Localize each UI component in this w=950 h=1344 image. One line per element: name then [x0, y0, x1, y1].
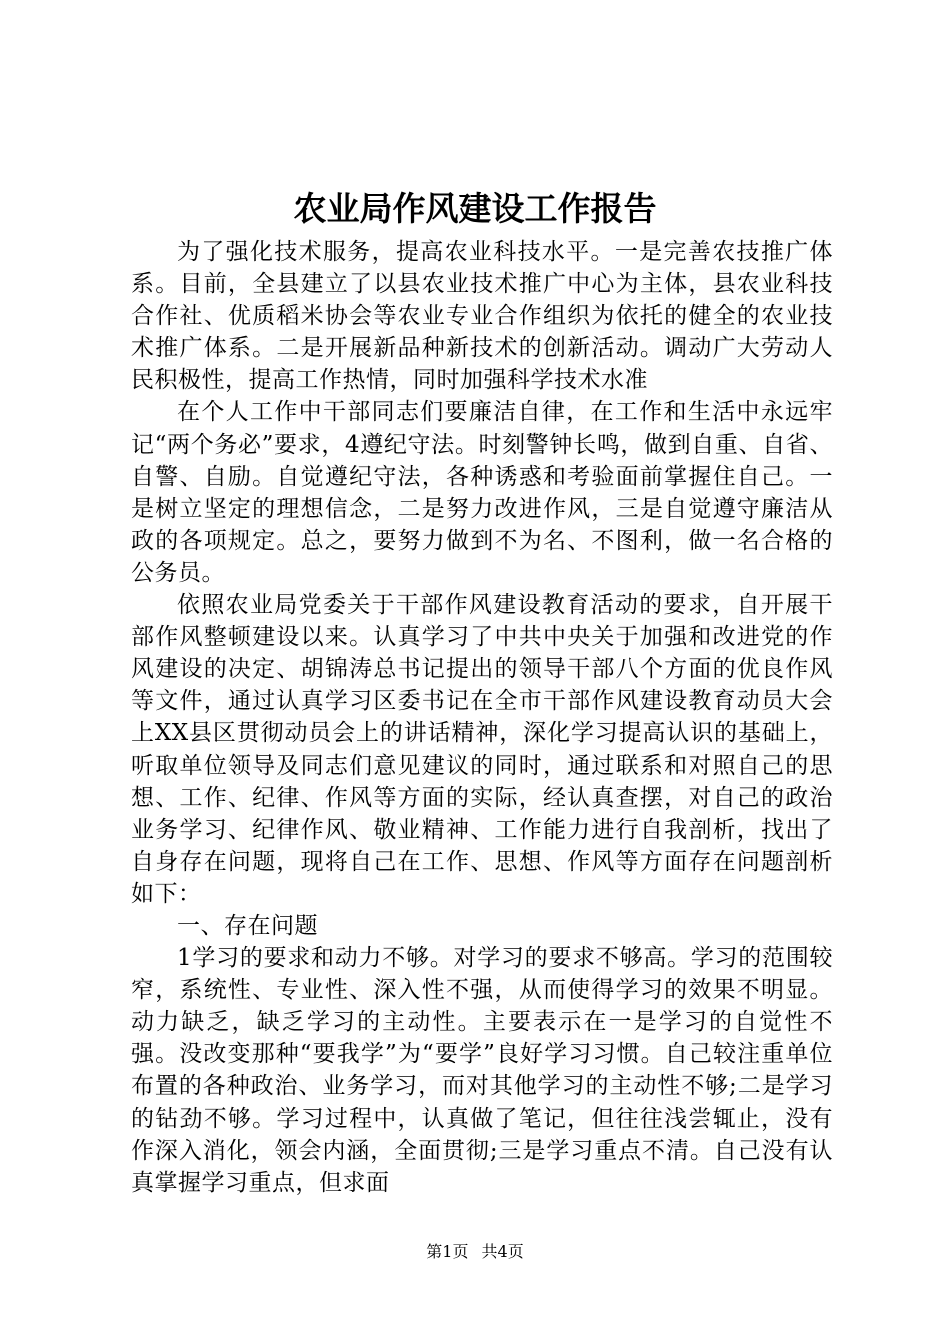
paragraph-2: 在个人工作中干部同志们要廉洁自律，在工作和生活中永远牢记“两个务必”要求，4遵纪守法。时刻警钟长鸣，做到自重、自省、自警、自励。自觉遵纪守法，各种诱惑和考验面前掌握住自己。一是树立坚定的理想信念，二是努力改进作风，三是自觉遵守廉洁从政的各项规定。总之，要努力做到不为名、不图利，做一名合格的公务员。	[131, 399, 833, 586]
paragraph-4: 1学习的要求和动力不够。对学习的要求不够高。学习的范围较窄，系统性、专业性、深入性不强，从而使得学习的效果不明显。动力缺乏，缺乏学习的主动性。主要表示在一是学习的自觉性不强。没改变那种“要我学”为“要学”良好学习习惯。自己较注重单位布置的各种政治、业务学习，而对其他学习的主动性不够;二是学习的钻劲不够。学习过程中，认真做了笔记，但往往浅尝辄止，没有作深入消化，领会内涵，全面贯彻;三是学习重点不清。自己没有认真掌握学习重点，但求面	[131, 945, 833, 1196]
page-number: 第1页	[426, 1242, 469, 1261]
paragraph-1: 为了强化技术服务，提高农业科技水平。一是完善农技推广体系。目前，全县建立了以县农业技术推广中心为主体，县农业科技合作社、优质稻米协会等农业专业合作组织为依托的健全的农业技术推广体系。二是开展新品种新技术的创新活动。调动广大劳动人民积极性，提高工作热情，同时加强科学技术水准	[131, 239, 833, 394]
document-body	[131, 236, 833, 1199]
document-title: 农业局作风建设工作报告	[293, 189, 657, 228]
page-total: 共4页	[481, 1242, 524, 1261]
section-heading: 一、存在问题	[177, 912, 318, 939]
page-footer	[0, 1240, 950, 1264]
paragraph-3: 依照农业局党委关于干部作风建设教育活动的要求，自开展干部作风整顿建设以来。认真学习了中共中央关于加强和改进党的作风建设的决定、胡锦涛总书记提出的领导干部八个方面的优良作风等文件，通过认真学习区委书记在全市干部作风建设教育动员大会上XX县区贯彻动员会上的讲话精神，深化学习提高认识的基础上，听取单位领导及同志们意见建议的同时，通过联系和对照自己的思想、工作、纪律、作风等方面的实际，经认真查摆，对自己的政治业务学习、纪律作风、敬业精神、工作能力进行自我剖析，找出了自身存在问题，现将自己在工作、思想、作风等方面存在问题剖析如下：	[131, 592, 833, 907]
